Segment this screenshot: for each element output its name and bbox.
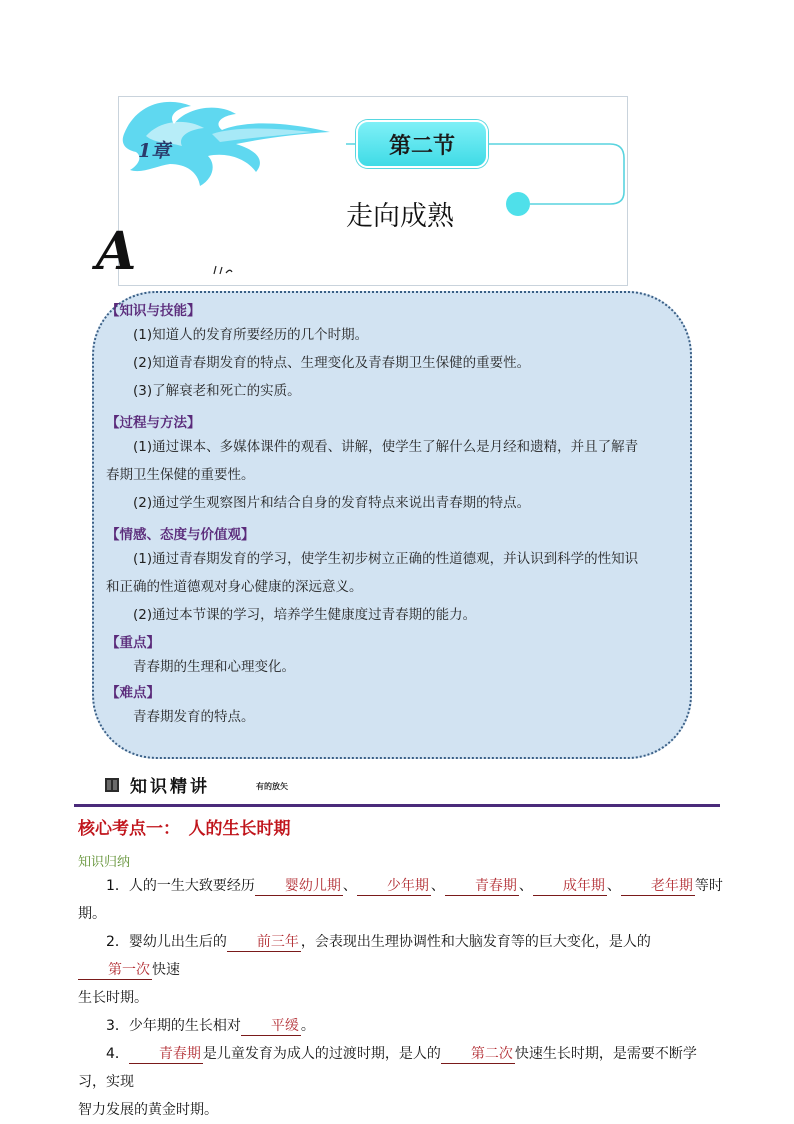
answer-blank: 青春期: [129, 1045, 203, 1064]
text-span: 等时期。: [78, 878, 723, 922]
goals-badge-letter: A: [96, 221, 137, 282]
difficult-point-heading: 【难点】: [106, 685, 160, 701]
answer-blank: 平缓: [241, 1017, 301, 1036]
attitude-item: (1)通过青春期发育的学习，使学生初步树立正确的性道德观，并认识到科学的性知识: [133, 551, 639, 567]
text-span: 快速生长时期，是需要不断学习，实现: [78, 1046, 697, 1090]
text-span: 、: [430, 878, 445, 894]
summary-body: [78, 872, 724, 1124]
difficult-point-text: 青春期发育的特点。: [133, 709, 255, 725]
text-span: ，会表现出生理协调性和大脑发育等的巨大变化，是人的: [300, 934, 651, 950]
answer-blank: 第二次: [441, 1045, 515, 1064]
answer-blank: 前三年: [227, 933, 301, 952]
knowledge-section-subtitle: 有的放矢: [256, 781, 288, 791]
page-title: 走向成熟: [346, 201, 454, 232]
answer-blank: 成年期: [533, 877, 607, 896]
attitude-item: (2)通过本节课的学习，培养学生健康度过青春期的能力。: [133, 607, 477, 623]
knowledge-item: (1)知道人的发育所要经历的几个时期。: [133, 327, 369, 343]
summary-paragraph-2-continued: 生长时期。: [78, 990, 148, 1006]
summary-label: 知识归纳: [78, 855, 131, 870]
key-point-text: 青春期的生理和心理变化。: [133, 659, 295, 675]
summary-paragraph-2: [78, 928, 724, 984]
process-item: (2)通过学生观察图片和结合自身的发育特点来说出青春期的特点。: [133, 495, 531, 511]
text-span: 、: [342, 878, 357, 894]
text-span: 2．婴幼儿出生后的: [106, 934, 227, 950]
answer-blank: 青春期: [445, 877, 519, 896]
process-methods-heading: 【过程与方法】: [106, 415, 201, 431]
learning-goals-content: [106, 301, 676, 731]
summary-paragraph-4-continued: 智力发展的黄金时期。: [78, 1102, 218, 1118]
knowledge-section-title: 知识精讲: [130, 777, 210, 797]
answer-blank: 老年期: [621, 877, 695, 896]
text-span: 、: [518, 878, 533, 894]
text-span: 快速: [152, 962, 180, 978]
knowledge-item: (3)了解衰老和死亡的实质。: [133, 383, 301, 399]
summary-paragraph-1: [78, 872, 724, 928]
text-span: 3．少年期的生长相对: [106, 1018, 241, 1034]
text-span: 4．: [106, 1046, 129, 1062]
text-span: 。: [300, 1018, 315, 1034]
section-divider: [74, 804, 720, 807]
core-point-title: 核心考点一： 人的生长时期: [78, 819, 291, 839]
knowledge-section-header: [104, 772, 210, 797]
process-item: (1)通过课本、多媒体课件的观看、讲解，使学生了解什么是月经和遗精，并且了解青: [133, 439, 639, 455]
book-icon: [104, 777, 120, 793]
knowledge-skills-heading: 【知识与技能】: [106, 303, 201, 319]
answer-blank: 婴幼儿期: [255, 877, 343, 896]
summary-paragraph-4: [78, 1040, 724, 1096]
answer-blank: 第一次: [78, 961, 152, 980]
attitude-values-heading: 【情感、态度与价值观】: [106, 527, 255, 543]
text-span: 1．人的一生大致要经历: [106, 878, 255, 894]
summary-paragraph-3: [78, 1012, 724, 1040]
knowledge-item: (2)知道青春期发育的特点、生理变化及青春期卫生保健的重要性。: [133, 355, 531, 371]
process-item-continued: 春期卫生保健的重要性。: [106, 467, 255, 483]
section-label-pill: 第二节: [356, 120, 488, 168]
key-point-heading: 【重点】: [106, 635, 160, 651]
chapter-label: 1章: [138, 140, 171, 162]
badge-squiggle-icon: [212, 264, 236, 276]
text-span: 是儿童发育为成人的过渡时期，是人的: [202, 1046, 441, 1062]
answer-blank: 少年期: [357, 877, 431, 896]
attitude-item-continued: 和正确的性道德观对身心健康的深远意义。: [106, 579, 363, 595]
text-span: 、: [606, 878, 621, 894]
